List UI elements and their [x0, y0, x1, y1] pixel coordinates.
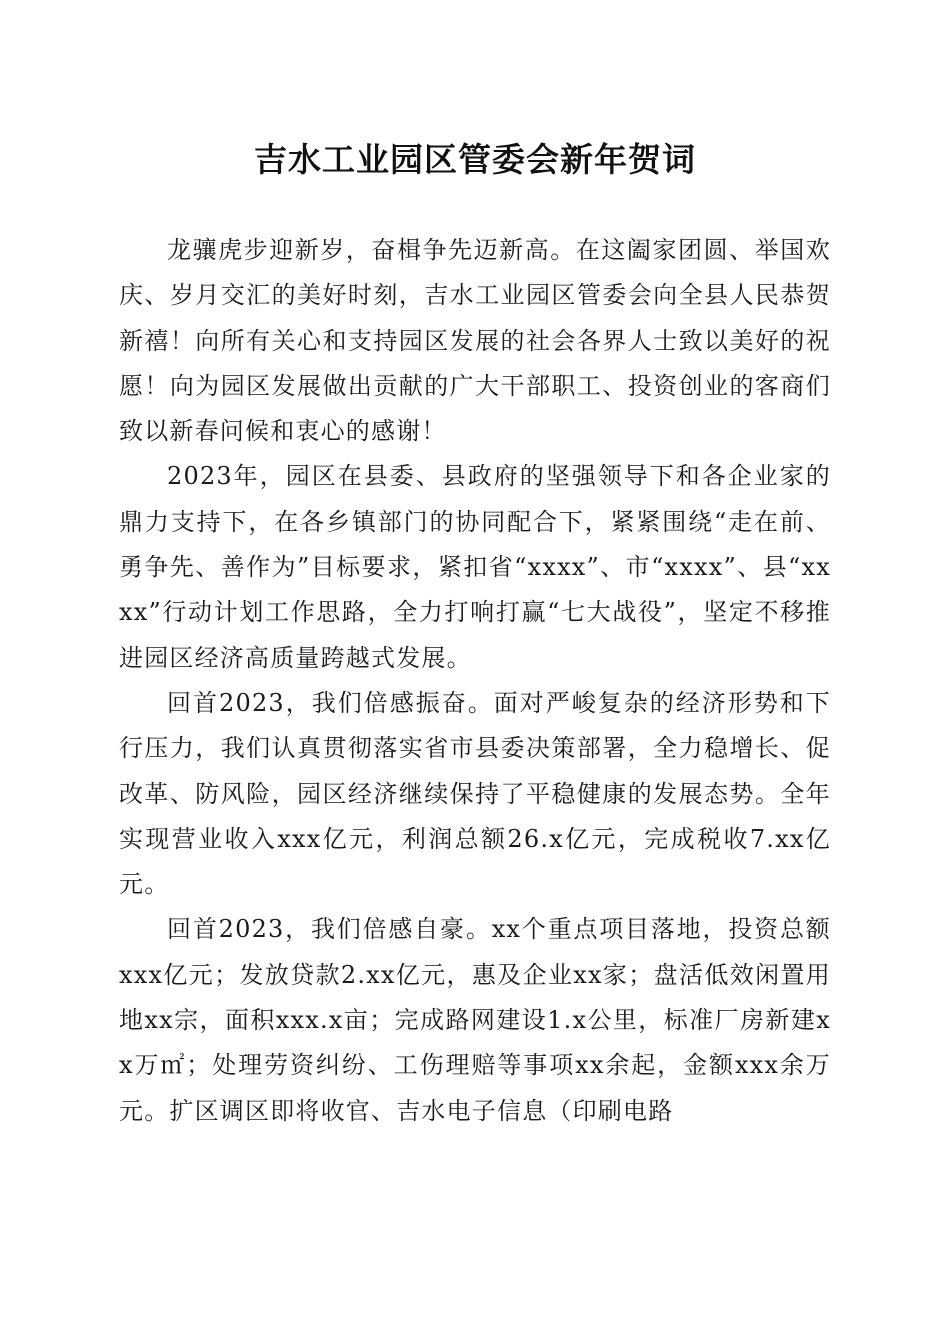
paragraph-economy-review: 回首2023，我们倍感振奋。面对严峻复杂的经济形势和下行压力，我们认真贯彻落实省市县委决策部署，全力稳增长、促改革、防风险，园区经济继续保持了平稳健康的发展态势。全年实现营业收入xxx亿元，利润总额26.x亿元，完成税收7.xx亿元。 — [119, 688, 831, 899]
paragraph-greeting: 龙骧虎步迎新岁，奋楫争先迈新高。在这阖家团圆、举国欢庆、岁月交汇的美好时刻，吉水工业园区管委会向全县人民恭贺新禧！向所有关心和支持园区发展的社会各界人士致以美好的祝愿！向为园区发展做出贡献的广大干部职工、投资创业的客商们致以新春问候和衷心的感谢！ — [119, 236, 831, 446]
document-title: 吉水工业园区管委会新年贺词 — [254, 140, 696, 179]
paragraph-achievements: 回首2023，我们倍感自豪。xx个重点项目落地，投资总额xxx亿元；发放贷款2.xx亿元，惠及企业xx家；盘活低效闲置用地xx宗，面积xxx.x亩；完成路网建设1.x公里，标准厂房新建xx万㎡；处理劳资纠纷、工伤理赔等事项xx余起，金额xxx余万元。扩区调区即将收官、吉水电子信息（印刷电路 — [119, 915, 831, 1125]
paragraph-2023-overview: 2023年，园区在县委、县政府的坚强领导下和各企业家的鼎力支持下，在各乡镇部门的协同配合下，紧紧围绕“走在前、勇争先、善作为”目标要求，紧扣省“xxxx”、市“xxxx”、县“xxxx”行动计划工作思路，全力打响打赢“七大战役”，坚定不移推进园区经济高质量跨越式发展。 — [119, 462, 831, 672]
document-body — [119, 228, 831, 1134]
